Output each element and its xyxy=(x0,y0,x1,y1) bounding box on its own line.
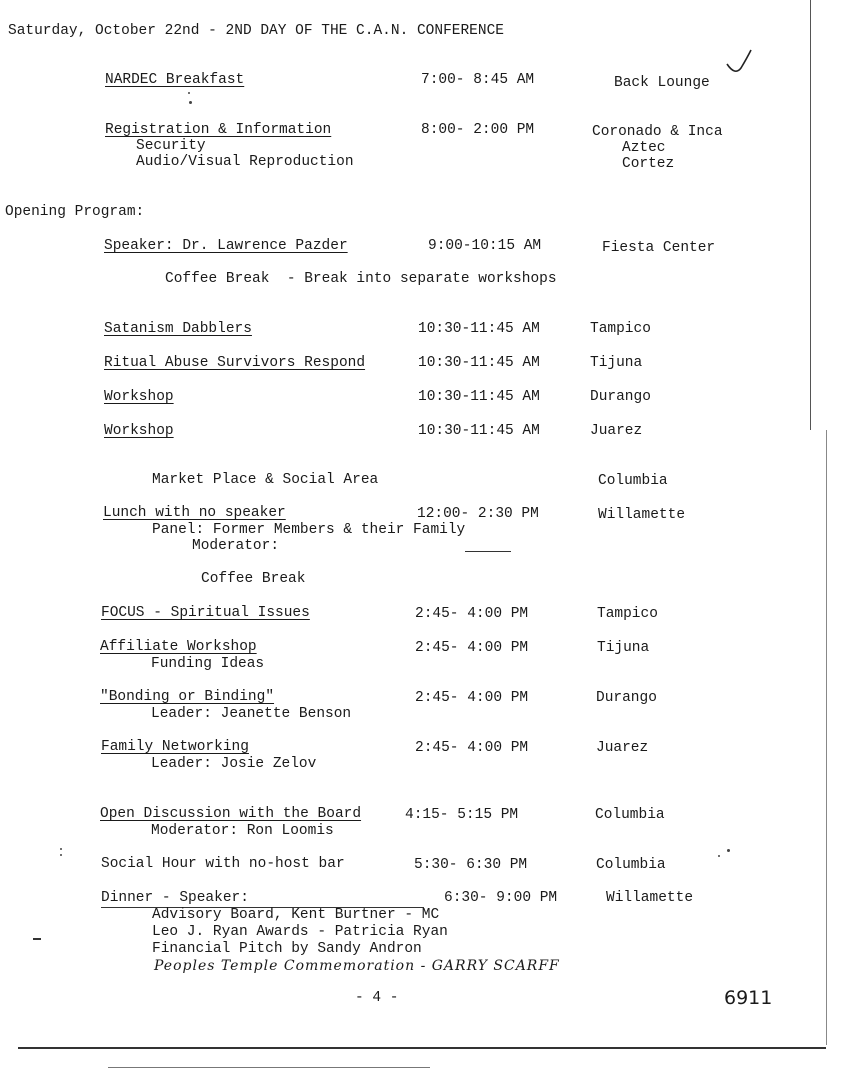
session-title: Social Hour with no-host bar xyxy=(101,856,345,872)
session-room: Coronado & Inca xyxy=(592,124,723,140)
session-time: 5:30- 6:30 PM xyxy=(414,857,528,873)
session-time: 10:30-11:45 AM xyxy=(418,355,540,371)
session-title: Speaker: Dr. Lawrence Pazder xyxy=(104,238,348,254)
session-room: Willamette xyxy=(598,507,686,523)
page-edge-line xyxy=(810,0,811,430)
session-subroom: Cortez xyxy=(622,156,675,172)
session-room: Fiesta Center xyxy=(602,240,716,256)
session-title: Open Discussion with the Board xyxy=(100,806,362,822)
session-title: Affiliate Workshop xyxy=(100,639,257,655)
session-room: Durango xyxy=(590,389,651,405)
session-subitem: Security xyxy=(136,138,206,154)
session-time: 7:00- 8:45 AM xyxy=(421,72,535,88)
speck xyxy=(60,854,62,856)
page-header: Saturday, October 22nd - 2ND DAY OF THE C.A.N. CONFERENCE xyxy=(8,23,504,39)
session-subitem: Advisory Board, Kent Burtner - MC xyxy=(152,907,440,923)
session-title: Registration & Information xyxy=(105,122,332,138)
session-subitem: Panel: Former Members & their Family xyxy=(152,522,466,538)
page-bottom-edge-lower xyxy=(108,1067,430,1068)
session-title: FOCUS - Spiritual Issues xyxy=(101,605,310,621)
session-time: 2:45- 4:00 PM xyxy=(415,690,529,706)
session-time: 2:45- 4:00 PM xyxy=(415,640,529,656)
blank-line xyxy=(465,551,511,552)
session-title: Workshop xyxy=(104,423,174,439)
page-edge-line xyxy=(826,430,827,1045)
session-room: Juarez xyxy=(596,740,649,756)
session-title: "Bonding or Binding" xyxy=(100,689,275,705)
session-room: Columbia xyxy=(595,807,665,823)
speck xyxy=(727,849,730,852)
break-note: Coffee Break xyxy=(201,571,306,587)
session-room: Columbia xyxy=(596,857,666,873)
session-subitem: Leader: Josie Zelov xyxy=(151,756,317,772)
session-time: 6:30- 9:00 PM xyxy=(444,890,558,906)
session-time: 9:00-10:15 AM xyxy=(428,238,542,254)
session-time: 10:30-11:45 AM xyxy=(418,321,540,337)
break-note: Coffee Break - Break into separate workshops xyxy=(165,271,557,287)
session-room: Tijuna xyxy=(590,355,643,371)
session-room: Tampico xyxy=(597,606,658,622)
session-subitem: Funding Ideas xyxy=(151,656,265,672)
session-title: Lunch with no speaker xyxy=(103,505,286,521)
session-time: 8:00- 2:00 PM xyxy=(421,122,535,138)
session-title: NARDEC Breakfast xyxy=(105,72,245,88)
session-time: 10:30-11:45 AM xyxy=(418,423,540,439)
session-subroom: Aztec xyxy=(622,140,666,156)
session-title: Dinner - Speaker: xyxy=(101,890,249,906)
speck xyxy=(189,101,192,104)
session-subitem: Leader: Jeanette Benson xyxy=(151,706,352,722)
speck xyxy=(60,848,62,850)
margin-dash xyxy=(33,938,41,940)
session-title: Satanism Dabblers xyxy=(104,321,252,337)
page-number: - 4 - xyxy=(355,990,399,1006)
session-subitem: Moderator: Ron Loomis xyxy=(151,823,334,839)
session-room: Juarez xyxy=(590,423,643,439)
session-time: 2:45- 4:00 PM xyxy=(415,606,529,622)
session-subitem: Audio/Visual Reproduction xyxy=(136,154,354,170)
session-time: 4:15- 5:15 PM xyxy=(405,807,519,823)
session-room: Tijuna xyxy=(597,640,650,656)
session-time: 10:30-11:45 AM xyxy=(418,389,540,405)
session-title: Market Place & Social Area xyxy=(152,472,379,488)
session-time: 12:00- 2:30 PM xyxy=(417,506,539,522)
checkmark-icon xyxy=(725,48,755,78)
session-title: Ritual Abuse Survivors Respond xyxy=(104,355,366,371)
session-room: Columbia xyxy=(598,473,668,489)
session-time: 2:45- 4:00 PM xyxy=(415,740,529,756)
session-subitem: Leo J. Ryan Awards - Patricia Ryan xyxy=(152,924,448,940)
section-label: Opening Program: xyxy=(5,204,145,220)
session-room: Willamette xyxy=(606,890,694,906)
document-number: 6911 xyxy=(724,987,773,1009)
speck xyxy=(718,855,720,857)
session-subitem: Moderator: xyxy=(192,538,280,554)
handwritten-note: Peoples Temple Commemoration - GARRY SCARFF xyxy=(154,958,560,974)
session-room: Back Lounge xyxy=(614,75,710,91)
session-subitem: Financial Pitch by Sandy Andron xyxy=(152,941,422,957)
session-room: Tampico xyxy=(590,321,651,337)
session-room: Durango xyxy=(596,690,657,706)
session-title: Workshop xyxy=(104,389,174,405)
speck xyxy=(188,92,190,94)
session-title: Family Networking xyxy=(101,739,249,755)
page-bottom-edge xyxy=(18,1047,826,1049)
